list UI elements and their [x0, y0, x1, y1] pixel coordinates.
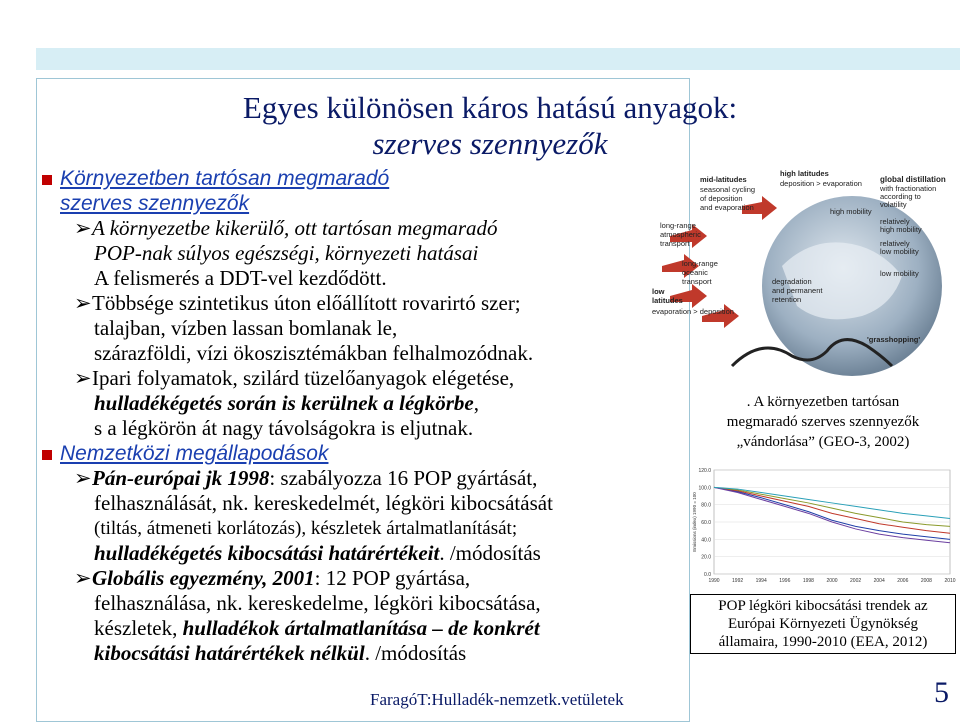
label-global-distillation: global distillation	[880, 175, 946, 184]
svg-text:with fractionation: with fractionation	[880, 184, 937, 193]
svg-text:transport: transport	[660, 239, 690, 248]
arrow-bullet-icon: ➢	[74, 466, 92, 490]
x-tick-label: 1998	[802, 578, 814, 584]
x-tick-label: 1996	[779, 578, 791, 584]
svg-text:long-range: long-range	[682, 259, 718, 268]
x-tick-label: 2006	[897, 578, 909, 584]
label-high-latitudes: high latitudes	[780, 169, 829, 178]
x-tick-label: 2000	[826, 578, 838, 584]
top-whitespace	[0, 0, 960, 48]
x-tick-label: 2002	[850, 578, 862, 584]
arrow-bullet-icon: ➢	[74, 216, 92, 240]
list-item: ➢Többsége szintetikus úton előállított rovarirtó szer;	[74, 291, 521, 315]
label-low-lat-desc: evaporation > deposition	[652, 307, 734, 316]
page-number: 5	[934, 676, 949, 709]
list-item-cont: s a légkörön át nagy távolságokra is eljutnak.	[94, 416, 474, 440]
list-item-cont: szárazföldi, vízi ökoszisztémákban felhalmozódnak.	[94, 341, 534, 365]
y-tick-label: 120.0	[698, 468, 711, 474]
list-item-cont: felhasználása, nk. kereskedelme, légköri kibocsátása,	[94, 591, 541, 615]
svg-text:according to: according to	[880, 192, 921, 201]
svg-text:atmospheric: atmospheric	[660, 230, 701, 239]
header-band	[36, 48, 960, 70]
svg-text:degradation: degradation	[772, 277, 812, 286]
arrow-bullet-icon: ➢	[74, 566, 92, 590]
label-high-mobility: high mobility	[830, 207, 872, 216]
arrow-bullet-icon: ➢	[74, 366, 92, 390]
svg-text:relatively: relatively	[880, 217, 910, 226]
list-item: ➢A környezetbe kikerülő, ott tartósan megmaradó	[74, 216, 498, 240]
slide-title-line2: szerves szennyezők	[372, 126, 608, 161]
label-low-mobility: low mobility	[880, 269, 919, 278]
svg-text:low mobility: low mobility	[880, 247, 919, 256]
x-tick-label: 1994	[755, 578, 767, 584]
slide-body	[42, 166, 682, 666]
chart-caption: POP légköri kibocsátási trendek az Európai Környezeti Ügynökség államaira, 1990-2010 (EEA, 2012)	[690, 594, 956, 654]
y-tick-label: 20.0	[701, 554, 711, 561]
y-tick-label: 100.0	[698, 485, 711, 492]
list-item: ➢Pán-európai jk 1998: szabályozza 16 POP gyártását,	[74, 466, 538, 490]
emission-trend-chart	[688, 462, 960, 592]
svg-text:retention: retention	[772, 295, 802, 304]
list-item-cont: A felismerés a DDT-vel kezdődött.	[94, 266, 387, 290]
svg-text:relatively: relatively	[880, 239, 910, 248]
footer-text: FaragóT:Hulladék-nemzetk.vetületek	[370, 690, 624, 709]
svg-text:and evaporation: and evaporation	[700, 203, 754, 212]
square-bullet-icon	[42, 450, 52, 460]
svg-text:oceanic: oceanic	[682, 268, 708, 277]
y-tick-label: 80.0	[701, 502, 711, 509]
slide-title	[180, 90, 800, 162]
section-heading-agreements: Nemzetközi megállapodások	[42, 441, 682, 466]
x-tick-label: 2008	[920, 578, 932, 584]
y-axis-label: Emissions (index) 1990 = 100	[692, 492, 697, 552]
list-item: ➢Globális egyezmény, 2001: 12 POP gyártása,	[74, 566, 471, 590]
list-item-cont: hulladékégetés kibocsátási határértékeit. /módosítás	[94, 541, 541, 565]
y-tick-label: 0.0	[704, 572, 711, 578]
svg-text:and permanent: and permanent	[772, 286, 823, 295]
pop-grasshopping-diagram	[652, 166, 952, 380]
x-tick-label: 2004	[873, 578, 885, 584]
list-item-cont: felhasználását, nk. kereskedelmét, légköri kibocsátását	[94, 491, 553, 515]
x-tick-label: 1992	[732, 578, 744, 584]
y-tick-label: 60.0	[701, 520, 711, 526]
svg-text:high mobility: high mobility	[880, 225, 922, 234]
x-tick-label: 2010	[944, 578, 956, 584]
diagram-caption: . A környezetben tartósan megmaradó szerves szennyezők „vándorlása” (GEO-3, 2002)	[726, 394, 920, 450]
svg-text:low: low	[652, 287, 665, 296]
label-high-lat-desc: deposition > evaporation	[780, 179, 862, 188]
x-tick-label: 1990	[708, 578, 720, 584]
list-item-cont: hulladékégetés során is kerülnek a légkörbe,	[94, 391, 480, 415]
svg-text:of deposition: of deposition	[700, 194, 743, 203]
list-item-cont: POP-nak súlyos egészségi, környezeti hatásai	[94, 241, 479, 265]
square-bullet-icon	[42, 175, 52, 185]
svg-text:transport: transport	[682, 277, 712, 286]
svg-text:volatility: volatility	[880, 200, 907, 209]
list-item-cont: kibocsátási határértékek nélkül. /módosítás	[94, 641, 467, 665]
label-mid-latitudes: mid-latitudes	[700, 175, 747, 184]
svg-text:latitudes: latitudes	[652, 296, 683, 305]
arrow-bullet-icon: ➢	[74, 291, 92, 315]
list-item-cont: készletek, hulladékok ártalmatlanítása – de konkrét	[94, 616, 540, 640]
list-item-cont: (tiltás, átmeneti korlátozás), készletek ártalmatlanítását;	[94, 518, 518, 539]
section-heading-pop: Környezetben tartósan megmaradó	[42, 166, 682, 191]
label-mid-lat-desc: seasonal cycling	[700, 185, 756, 194]
list-item-cont: talajban, vízben lassan bomlanak le,	[94, 316, 398, 340]
section-heading-pop-line2: szerves szennyezők	[60, 192, 250, 215]
list-item: ➢Ipari folyamatok, szilárd tüzelőanyagok elégetése,	[74, 366, 515, 390]
svg-text:long-range: long-range	[660, 221, 696, 230]
y-tick-label: 40.0	[701, 537, 711, 544]
label-grasshopping: 'grasshopping'	[867, 335, 921, 344]
slide-title-line1: Egyes különösen káros hatású anyagok:	[242, 90, 738, 125]
